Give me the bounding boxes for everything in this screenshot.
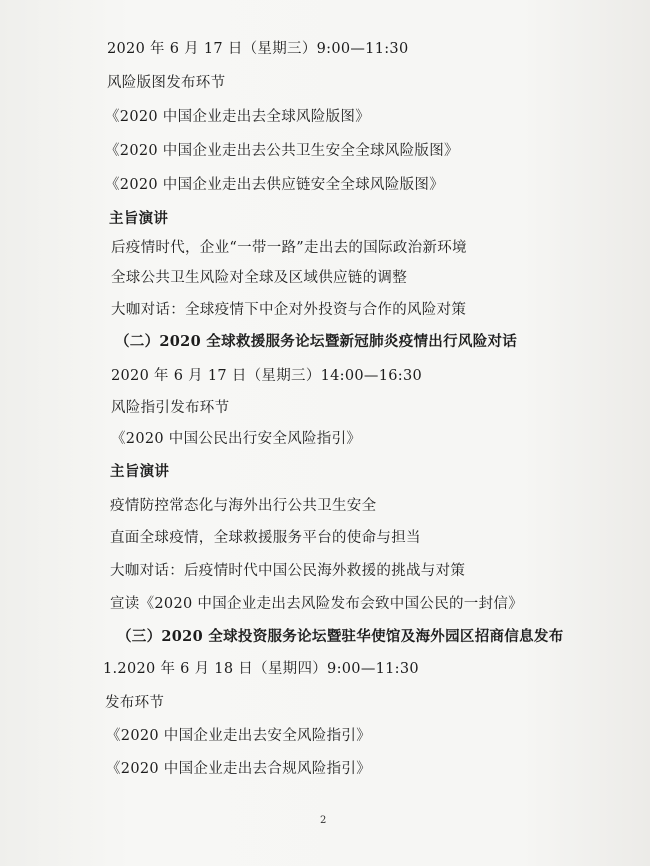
section-heading-release: 发布环节 [105,695,165,711]
publication-title: 《2020 中国企业走出去公共卫生安全全球风险版图》 [105,143,459,159]
keynote-heading: 主旨演讲 [109,210,169,227]
letter-reading-line: 宣读《2020 中国企业走出去风险发布会致中国公民的一封信》 [110,596,524,612]
schedule-time-line: 2020 年 6 月 17 日（星期三）14:00—16:30 [111,368,422,384]
keynote-topic: 疫情防控常态化与海外出行公共卫生安全 [110,498,377,514]
dialogue-topic: 大咖对话：全球疫情下中企对外投资与合作的风险对策 [111,302,467,318]
page-number: 2 [320,815,327,826]
keynote-topic: 全球公共卫生风险对全球及区域供应链的调整 [111,270,407,286]
subsection-title: （二）2020 全球救援服务论坛暨新冠肺炎疫情出行风险对话 [115,333,518,350]
publication-title: 《2020 中国企业走出去安全风险指引》 [106,728,372,744]
section-heading-risk-map-release: 风险版图发布环节 [107,75,226,91]
schedule-time-line: 1.2020 年 6 月 18 日（星期四）9:00—11:30 [103,661,419,677]
section-heading-risk-guide-release: 风险指引发布环节 [111,400,230,416]
keynote-topic: 直面全球疫情，全球救援服务平台的使命与担当 [110,530,421,546]
publication-title: 《2020 中国公民出行安全风险指引》 [111,431,362,447]
dialogue-topic: 大咖对话：后疫情时代中国公民海外救援的挑战与对策 [110,563,466,579]
publication-title: 《2020 中国企业走出去全球风险版图》 [105,109,371,125]
keynote-heading: 主旨演讲 [110,463,170,480]
publication-title: 《2020 中国企业走出去合规风险指引》 [106,761,372,777]
schedule-time-line: 2020 年 6 月 17 日（星期三）9:00—11:30 [107,41,409,57]
publication-title: 《2020 中国企业走出去供应链安全全球风险版图》 [105,177,445,193]
keynote-topic: 后疫情时代，企业“一带一路”走出去的国际政治新环境 [111,240,467,256]
subsection-title: （三）2020 全球投资服务论坛暨驻华使馆及海外园区招商信息发布 [117,628,564,645]
